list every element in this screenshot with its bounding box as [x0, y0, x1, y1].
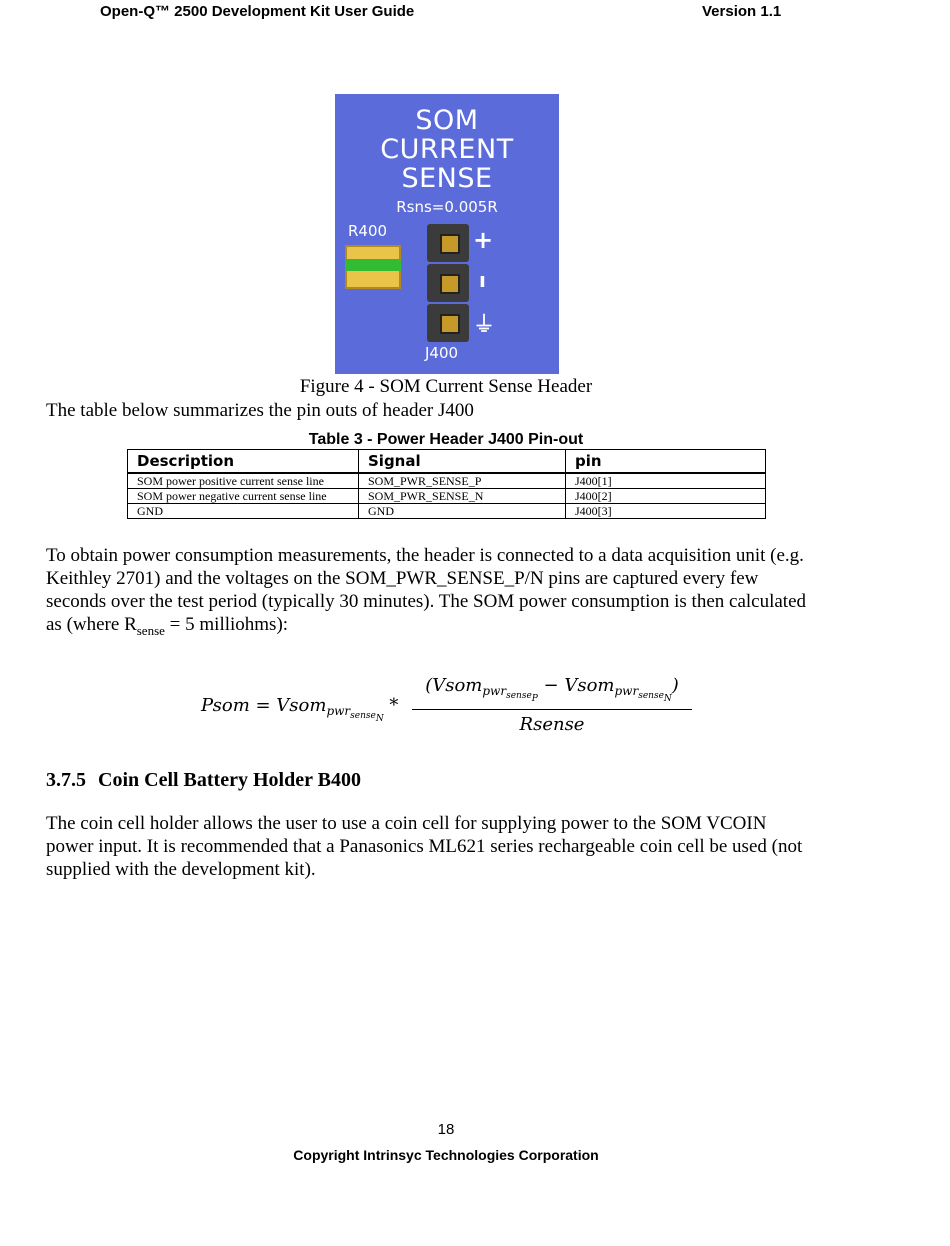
header-pin-3: [427, 304, 469, 342]
cell-pin: J400[3]: [566, 504, 766, 519]
eq-num-text: (Vsom: [425, 675, 483, 696]
minus-marker-icon: ı: [479, 268, 486, 292]
coin-cell-paragraph: [46, 812, 802, 881]
eq-sub: pwr: [614, 684, 639, 698]
measurement-paragraph: [46, 544, 806, 642]
paragraph-line: The coin cell holder allows the user to use a coin cell for supplying power to the SOM VCOIN: [46, 813, 767, 834]
paragraph-text: as (where R: [46, 614, 137, 635]
eq-subsub: sense: [638, 691, 664, 701]
eq-num-text: − Vsom: [537, 675, 615, 696]
paragraph-line: power input. It is recommended that a Panasonics ML621 series rechargeable coin cell be used (not: [46, 836, 803, 857]
paragraph-text: = 5 milliohms):: [164, 614, 289, 635]
header-pin-1: [427, 224, 469, 262]
section-number: 3.7.5: [46, 769, 86, 791]
table-header-row: [128, 450, 766, 474]
ground-icon: ⏚: [473, 313, 496, 338]
figure-caption: Figure 4 - SOM Current Sense Header: [299, 376, 593, 397]
table-row: [128, 473, 766, 489]
section-heading: [46, 769, 361, 792]
intro-text: The table below summarizes the pin outs of header J400: [46, 400, 474, 421]
equation-numerator: [412, 675, 692, 709]
document-title: Open-Q™ 2500 Development Kit User Guide: [100, 3, 415, 20]
equation-lhs: [201, 695, 398, 724]
connector-label: J400: [425, 344, 459, 362]
paragraph-line: seconds over the test period (typically 30 minutes). The SOM power consumption is then calculated: [46, 591, 807, 612]
paragraph-line: [46, 613, 806, 642]
pinout-table: [127, 449, 766, 519]
rsns-label: Rsns=0.005R: [396, 198, 498, 216]
eq-lhs-text: Psom = Vsom: [201, 695, 327, 716]
column-header-signal: Signal: [359, 450, 566, 474]
board-title-line-1: SOM: [415, 105, 479, 136]
eq-subsubsub: P: [531, 694, 538, 704]
paragraph-line: supplied with the development kit).: [46, 859, 316, 880]
cell-description: SOM power negative current sense line: [128, 489, 359, 504]
eq-subsub: sense: [350, 711, 376, 721]
table-row: [128, 504, 766, 519]
page-number: 18: [437, 1121, 455, 1138]
som-current-sense-figure: [335, 94, 559, 374]
paragraph-line: To obtain power consumption measurements, the header is connected to a data acquisition unit (e.g.: [46, 545, 804, 566]
document-version: Version 1.1: [702, 3, 782, 20]
paragraph-line: Keithley 2701) and the voltages on the SOM_PWR_SENSE_P/N pins are captured every few: [46, 568, 759, 589]
resistor-label: R400: [348, 222, 388, 240]
eq-sub: pwr: [326, 704, 351, 718]
resistor-r400: [345, 245, 401, 289]
board-title-line-3: SENSE: [401, 163, 493, 194]
cell-description: SOM power positive current sense line: [128, 473, 359, 489]
equation-denominator: Rsense: [412, 709, 692, 735]
cell-pin: J400[1]: [566, 473, 766, 489]
board-title-line-2: CURRENT: [380, 134, 514, 165]
column-header-pin: pin: [566, 450, 766, 474]
eq-subsubsub: N: [663, 694, 672, 704]
equation-fraction: [412, 675, 692, 735]
copyright: Copyright Intrinsyc Technologies Corporation: [293, 1147, 599, 1163]
cell-description: GND: [128, 504, 359, 519]
eq-num-text: ): [671, 675, 679, 696]
column-header-description: Description: [128, 450, 359, 474]
eq-sub: pwr: [482, 684, 507, 698]
cell-signal: SOM_PWR_SENSE_N: [359, 489, 566, 504]
subscript-sense: sense: [136, 622, 165, 638]
table-caption: Table 3 - Power Header J400 Pin-out: [308, 431, 584, 448]
board-silkscreen-title: [335, 106, 559, 193]
eq-subsub: sense: [506, 691, 532, 701]
plus-icon: +: [473, 226, 494, 254]
header-pin-2: [427, 264, 469, 302]
section-title: Coin Cell Battery Holder B400: [98, 769, 361, 791]
cell-signal: GND: [359, 504, 566, 519]
cell-pin: J400[2]: [566, 489, 766, 504]
eq-times: *: [383, 695, 399, 716]
eq-subsubsub: N: [375, 714, 384, 724]
cell-signal: SOM_PWR_SENSE_P: [359, 473, 566, 489]
table-row: [128, 489, 766, 504]
